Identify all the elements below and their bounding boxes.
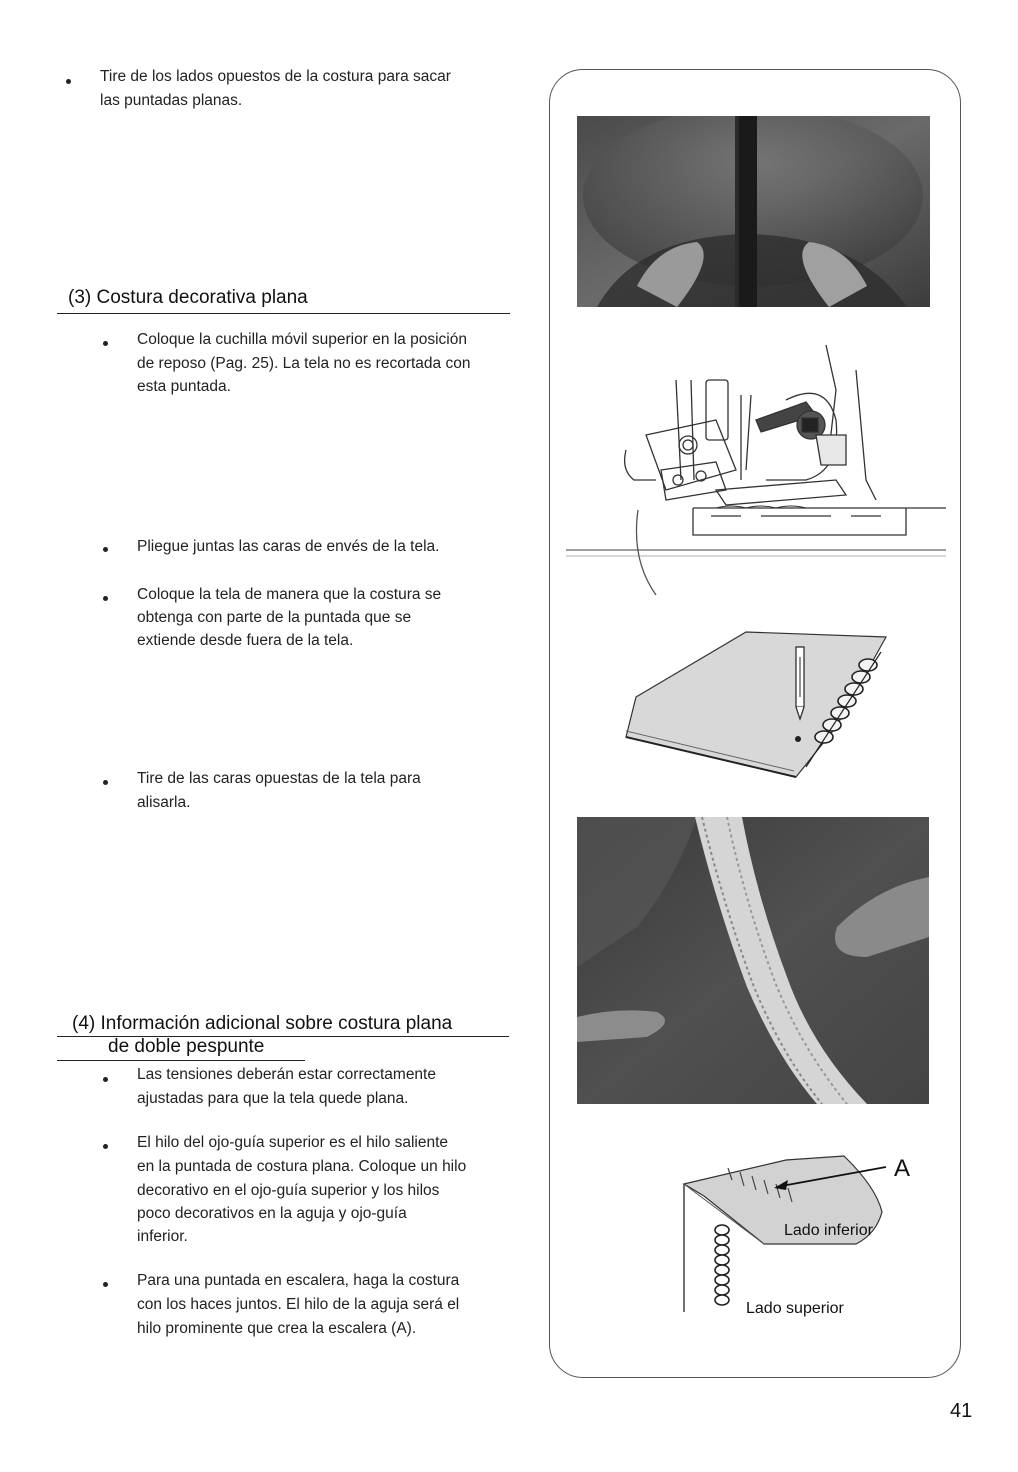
section-4-text-line: inferior.: [137, 1228, 188, 1245]
bullet-dot: [103, 1144, 108, 1149]
section-4-heading-line2: de doble pespunte: [108, 1036, 265, 1057]
section-3-text-line: extiende desde fuera de la tela.: [137, 632, 354, 649]
bullet-dot: [103, 780, 108, 785]
section-4-text-line: Las tensiones deberán estar correctamente: [137, 1066, 436, 1083]
intro-text-line: las puntadas planas.: [100, 92, 243, 109]
section-3-text-line: obtenga con parte de la puntada que se: [137, 609, 412, 626]
section-4-text-line: con los haces juntos. El hilo de la aguja será el: [137, 1296, 460, 1313]
section-4-text-line: El hilo del ojo-guía superior es el hilo saliente: [137, 1134, 449, 1151]
section-3-rule: [57, 313, 510, 314]
section-4-heading: (4) Información adicional sobre costura plana: [72, 1013, 453, 1034]
photo-pull-seam: [577, 116, 930, 307]
section-3-text-line: de reposo (Pag. 25). La tela no es recortada con: [137, 355, 471, 372]
section-3-text-line: alisarla.: [137, 794, 191, 811]
photo-flatlock-seam: [577, 817, 929, 1104]
ladder-stitch-diagram: [676, 1132, 926, 1324]
section-3-text-line: Coloque la cuchilla móvil superior en la posición: [137, 331, 467, 348]
section-4-text-line: en la puntada de costura plana. Coloque un hilo: [137, 1158, 467, 1175]
diagram-label-upper-side: Lado superior: [746, 1300, 844, 1317]
section-3-text-line: esta puntada.: [137, 378, 231, 395]
bullet-dot: [103, 547, 108, 552]
section-3-text-line: Coloque la tela de manera que la costura se: [137, 586, 442, 603]
diagram-label-lower-side: Lado inferior: [784, 1222, 873, 1239]
section-4-text-line: hilo prominente que crea la escalera (A).: [137, 1320, 417, 1337]
section-3-heading: (3) Costura decorativa plana: [68, 287, 308, 308]
section-3-text-line: Pliegue juntas las caras de envés de la tela.: [137, 538, 440, 555]
folded-fabric-stitch-illustration: [616, 627, 896, 782]
diagram-label-a: A: [894, 1155, 911, 1182]
machine-presser-foot-illustration: [566, 340, 946, 598]
section-4-text-line: ajustadas para que la tela quede plana.: [137, 1090, 409, 1107]
section-4-rule: [57, 1060, 305, 1061]
bullet-dot: [103, 341, 108, 346]
section-4-text-line: poco decorativos en la aguja y ojo-guía: [137, 1205, 407, 1222]
section-4-text-line: Para una puntada en escalera, haga la costura: [137, 1272, 460, 1289]
bullet-dot: [66, 79, 71, 84]
bullet-dot: [103, 1077, 108, 1082]
section-4-text-line: decorativo en el ojo-guía superior y los hilos: [137, 1182, 440, 1199]
section-3-text-line: Tire de las caras opuestas de la tela para: [137, 770, 421, 787]
bullet-dot: [103, 1282, 108, 1287]
page-number: 41: [950, 1400, 973, 1422]
intro-text-line: Tire de los lados opuestos de la costura para sacar: [100, 68, 451, 85]
bullet-dot: [103, 596, 108, 601]
